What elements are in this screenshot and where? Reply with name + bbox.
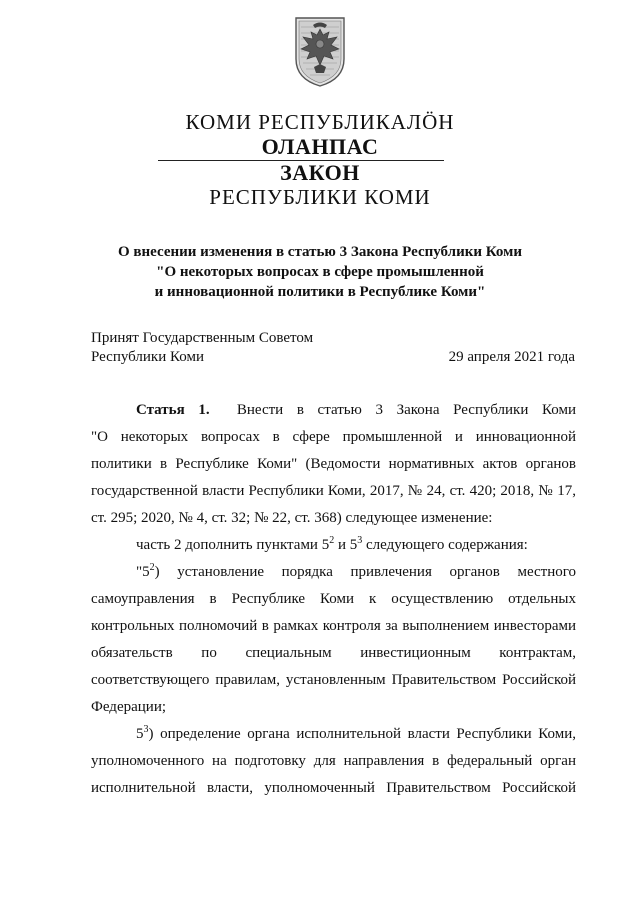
item-5-3-line: [91, 721, 576, 748]
superscript: 3: [143, 724, 149, 735]
item-5-2-line: соответствующего правилам, установленным Правительством Российской: [91, 672, 576, 688]
superscript: 3: [357, 535, 363, 546]
law-title-line: и инновационной политики в Республике Коми": [154, 284, 486, 300]
adoption-date: 29 апреля 2021 года: [448, 349, 575, 365]
item-5-2-line: обязательств по специальным инвестиционным контрактам,: [91, 645, 576, 661]
item-5-3-line: уполномоченного на подготовку для направления в федеральный орган: [91, 753, 576, 769]
article-1-body: [91, 397, 576, 802]
item-5-2-line: [91, 559, 576, 586]
law-title-line: О внесении изменения в статью 3 Закона Республики Коми: [118, 244, 522, 260]
coat-of-arms-emblem: [293, 15, 347, 89]
article-line: [91, 397, 576, 424]
adoption-line: Принят Государственным Советом: [91, 330, 314, 346]
item-prefix: 5: [136, 726, 144, 742]
article-text: Внести в статью 3 Закона Республики Коми: [236, 402, 577, 418]
superscript: 2: [329, 535, 335, 546]
change-intro-text: и 5: [334, 537, 358, 553]
item-5-3-line: исполнительной власти, уполномоченный Правительством Российской: [91, 780, 576, 796]
superscript: 2: [149, 562, 155, 573]
article-line: государственной власти Республики Коми, 2017, № 24, ст. 420; 2018, № 17,: [91, 483, 576, 499]
header-olanpas: ОЛАНПАС: [261, 134, 379, 159]
article-label: Статья 1.: [136, 402, 210, 418]
change-intro-text: часть 2 дополнить пунктами 5: [136, 537, 330, 553]
item-text: ) определение органа исполнительной власти Республики Коми,: [148, 726, 576, 742]
article-line: "О некоторых вопросах в сфере промышленной и инновационной: [91, 429, 576, 445]
article-line: политики в Республике Коми" (Ведомости нормативных актов органов: [91, 456, 576, 472]
item-5-2-line: самоуправления в Республике Коми к осуществлению отдельных: [91, 591, 576, 607]
law-title-line: "О некоторых вопросах в сфере промышленной: [156, 264, 484, 280]
change-intro-text: следующего содержания:: [362, 537, 528, 553]
adoption-line: Республики Коми: [91, 349, 204, 365]
article-line: ст. 295; 2020, № 4, ст. 32; № 22, ст. 368) следующее изменение:: [91, 510, 493, 526]
item-prefix: "5: [136, 564, 150, 580]
header-respubliki-komi: РЕСПУБЛИКИ КОМИ: [209, 185, 431, 209]
header-komi-republic: КОМИ РЕСПУБЛИКАЛӦН: [185, 110, 455, 134]
item-text: ) установление порядка привлечения органов местного: [154, 564, 576, 580]
item-5-2-line: Федерации;: [91, 699, 167, 715]
item-5-2-line: контрольных полномочий в рамках контроля за выполнением инвесторами: [91, 618, 576, 634]
change-intro-line: [91, 532, 576, 559]
header-zakon: ЗАКОН: [280, 160, 360, 185]
